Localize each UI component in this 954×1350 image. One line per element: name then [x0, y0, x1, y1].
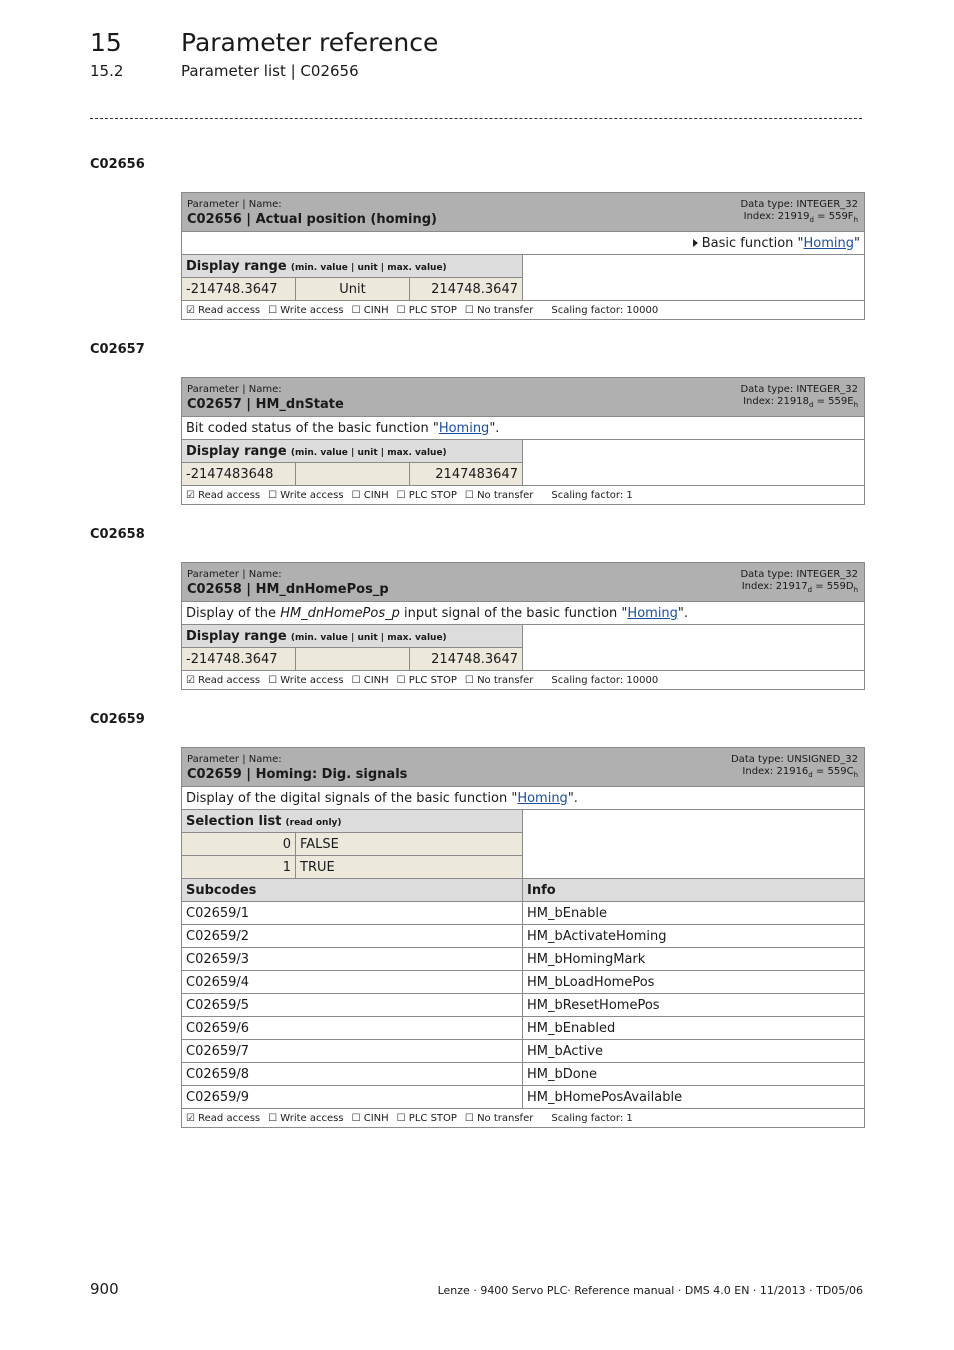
param-name-label: Parameter | Name:	[187, 199, 282, 210]
header-divider	[90, 118, 862, 119]
param-heading-c02658: C02658	[90, 527, 145, 542]
scaling-factor: Scaling factor: 1	[551, 1112, 633, 1124]
param-heading-c02657: C02657	[90, 342, 145, 357]
param-name-label: Parameter | Name:	[187, 569, 282, 580]
param-title: C02656 | Actual position (homing)	[187, 212, 438, 227]
empty-cell	[523, 625, 865, 671]
selection-item: 0 FALSE	[182, 833, 865, 856]
unit-value: Unit	[296, 278, 410, 301]
param-table-c02659	[181, 747, 865, 1128]
unit-value	[296, 463, 410, 486]
param-heading-c02659: C02659	[90, 712, 145, 727]
table-row: C02659/9 HM_bHomePosAvailable	[182, 1086, 865, 1109]
info-header: Info	[523, 879, 865, 902]
min-value: -2147483648	[182, 463, 296, 486]
empty-cell	[523, 255, 865, 301]
access-row: ☑ Read access ☐ Write access ☐ CINH ☐ PLC STOP ☐ No transfer Scaling factor: 10000	[182, 301, 865, 320]
param-description: Display of the digital signals of the basic function "Homing".	[182, 787, 865, 810]
empty-cell	[523, 810, 865, 879]
display-range-header: Display range (min. value | unit | max. value)	[182, 625, 523, 648]
homing-link[interactable]: Homing	[438, 420, 490, 436]
unit-value	[296, 648, 410, 671]
param-header	[182, 378, 865, 417]
param-index: Index: $21916_d = 559C_h$	[742, 766, 858, 779]
scaling-factor: Scaling factor: 10000	[551, 304, 659, 316]
chapter-number: 15	[90, 28, 122, 57]
param-title: C02658 | HM_dnHomePos_p	[187, 582, 389, 597]
param-name-label: Parameter | Name:	[187, 754, 282, 765]
param-title: C02659 | Homing: Dig. signals	[187, 767, 408, 782]
param-name-label: Parameter | Name:	[187, 384, 282, 395]
scaling-factor: Scaling factor: 1	[551, 489, 633, 501]
table-row: C02659/6 HM_bEnabled	[182, 1017, 865, 1040]
param-index: Index: $21919_d = 559F_h$	[743, 211, 858, 224]
param-title: C02657 | HM_dnState	[187, 397, 344, 412]
param-description: Display of the HM_dnHomePos_p input signal of the basic function "Homing".	[182, 602, 865, 625]
chapter-title: Parameter reference	[181, 28, 439, 57]
data-type: Data type: INTEGER_32	[740, 199, 858, 210]
table-row: C02659/2 HM_bActivateHoming	[182, 925, 865, 948]
table-row: C02659/1 HM_bEnable	[182, 902, 865, 925]
param-header	[182, 563, 865, 602]
homing-link[interactable]: Homing	[517, 790, 568, 806]
data-type: Data type: INTEGER_32	[740, 384, 858, 395]
min-value: -214748.3647	[182, 278, 296, 301]
data-type: Data type: INTEGER_32	[740, 569, 858, 580]
page-number: 900	[90, 1280, 119, 1298]
param-header	[182, 748, 865, 787]
table-row: C02659/7 HM_bActive	[182, 1040, 865, 1063]
min-value: -214748.3647	[182, 648, 296, 671]
access-row: ☑ Read access ☐ Write access ☐ CINH ☐ PLC STOP ☐ No transfer Scaling factor: 10000	[182, 671, 865, 690]
max-value: 214748.3647	[410, 278, 523, 301]
subcodes-header: Subcodes	[182, 879, 523, 902]
table-row: C02659/3 HM_bHomingMark	[182, 948, 865, 971]
param-index: Index: $21917_d = 559D_h$	[741, 581, 858, 594]
table-row: C02659/4 HM_bLoadHomePos	[182, 971, 865, 994]
table-row: C02659/5 HM_bResetHomePos	[182, 994, 865, 1017]
selection-list-header: Selection list (read only)	[182, 810, 523, 833]
param-table-c02658	[181, 562, 865, 690]
empty-cell	[523, 440, 865, 486]
access-row: ☑ Read access ☐ Write access ☐ CINH ☐ PLC STOP ☐ No transfer Scaling factor: 1	[182, 486, 865, 505]
access-row: ☑ Read access ☐ Write access ☐ CINH ☐ PLC STOP ☐ No transfer Scaling factor: 1	[182, 1109, 865, 1128]
data-type: Data type: UNSIGNED_32	[730, 754, 858, 765]
param-table-c02656	[181, 192, 865, 320]
param-table-c02657	[181, 377, 865, 505]
display-range-header: Display range (min. value | unit | max. value)	[182, 255, 523, 278]
basic-function-row: Basic function "Homing"	[182, 232, 865, 255]
param-heading-c02656: C02656	[90, 157, 145, 172]
homing-link[interactable]: Homing	[627, 605, 678, 621]
table-row: C02659/8 HM_bDone	[182, 1063, 865, 1086]
max-value: 214748.3647	[410, 648, 523, 671]
selection-item: 1 TRUE	[182, 856, 865, 879]
param-header	[182, 193, 865, 232]
footer-text: Lenze · 9400 Servo PLC· Reference manual · DMS 4.0 EN · 11/2013 · TD05/06	[437, 1284, 863, 1297]
display-range-header: Display range (min. value | unit | max. value)	[182, 440, 523, 463]
param-index: Index: $21918_d = 559E_h$	[743, 396, 858, 409]
section-title: Parameter list | C02656	[181, 62, 359, 80]
triangle-right-icon	[693, 239, 698, 247]
section-number: 15.2	[90, 62, 124, 80]
scaling-factor: Scaling factor: 10000	[551, 674, 659, 686]
homing-link[interactable]: Homing	[803, 235, 855, 251]
param-description: Bit coded status of the basic function "Homing".	[182, 417, 865, 440]
max-value: 2147483647	[410, 463, 523, 486]
